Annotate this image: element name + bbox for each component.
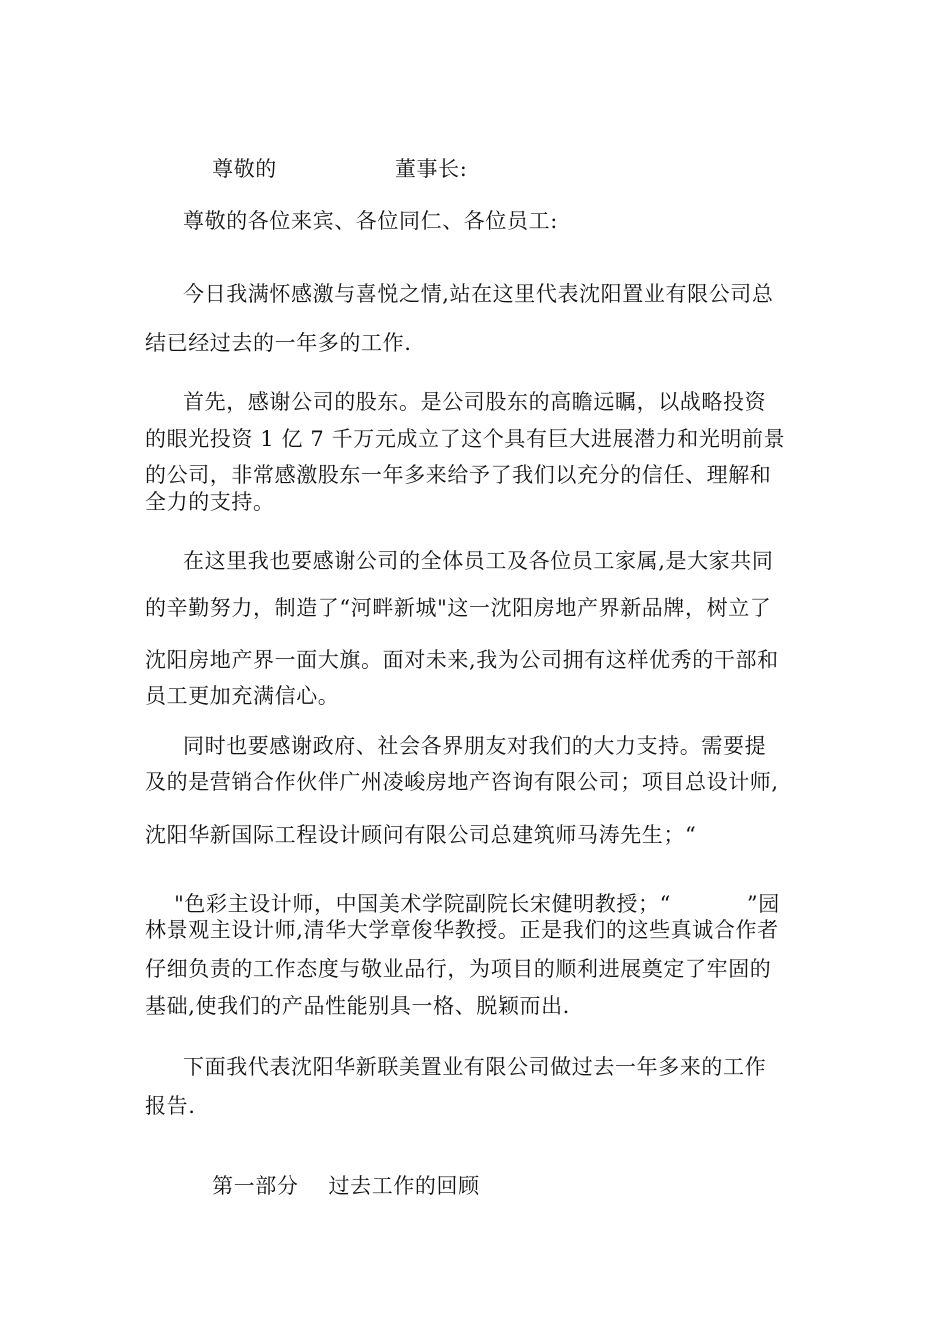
salutation-line bbox=[183, 138, 467, 201]
salutation-suffix: 董事长: bbox=[394, 157, 468, 181]
greeting-line: 尊敬的各位来宾、各位同仁、各位员工: bbox=[183, 209, 558, 233]
section-heading bbox=[183, 1155, 480, 1218]
para3-line1: 在这里我也要感谢公司的全体员工及各位员工家属,是大家共同 bbox=[183, 549, 774, 573]
para1-line1: 今日我满怀感激与喜悦之情,站在这里代表沈阳置业有限公司总 bbox=[183, 282, 774, 306]
para4-line5: 林景观主设计师,清华大学章俊华教授。正是我们的这些真诚合作者 bbox=[145, 918, 779, 942]
para2-line2: 的眼光投资 1 亿 7 千万元成立了这个具有巨大进展潜力和光明前景 bbox=[145, 427, 786, 451]
para3-line3: 沈阳房地产界一面大旗。面对未来,我为公司拥有这样优秀的干部和 bbox=[145, 648, 779, 672]
salutation-prefix: 尊敬的 bbox=[212, 157, 277, 181]
para4-line4-part-a: "色彩主设计师，中国美术学院副院长宋健明教授；“ bbox=[174, 892, 671, 916]
para4-line4-part-b: ”园 bbox=[746, 892, 780, 916]
para3-line4: 员工更加充满信心。 bbox=[145, 684, 340, 708]
para1-line2: 结已经过去的一年多的工作. bbox=[145, 331, 412, 355]
section-heading-part: 第一部分 bbox=[212, 1174, 299, 1198]
para3-line2: 的辛勤努力，制造了“河畔新城"这一沈阳房地产界新品牌，树立了 bbox=[145, 596, 772, 620]
section-heading-title: 过去工作的回顾 bbox=[328, 1174, 480, 1198]
para4-line2: 及的是营销合作伙伴广州凌峻房地产咨询有限公司；项目总设计师, bbox=[145, 770, 779, 794]
para2-line3: 的公司，非常感激股东一年多来给予了我们以充分的信任、理解和 bbox=[145, 463, 772, 487]
para5-line2: 报告. bbox=[145, 1094, 196, 1118]
para4-line1: 同时也要感谢政府、社会各界朋友对我们的大力支持。需要提 bbox=[183, 734, 767, 758]
para5-line1: 下面我代表沈阳华新联美置业有限公司做过去一年多来的工作 bbox=[183, 1055, 767, 1079]
para2-line4: 全力的支持。 bbox=[145, 490, 275, 514]
para4-line6: 仔细负责的工作态度与敬业品行，为项目的顺利进展奠定了牢固的 bbox=[145, 957, 772, 981]
para2-line1: 首先，感谢公司的股东。是公司股东的高瞻远瞩，以战略投资 bbox=[183, 390, 767, 414]
para4-line7: 基础,使我们的产品性能别具一格、脱颖而出. bbox=[145, 994, 570, 1018]
para4-line3: 沈阳华新国际工程设计顾问有限公司总建筑师马涛先生；“ bbox=[145, 823, 697, 847]
